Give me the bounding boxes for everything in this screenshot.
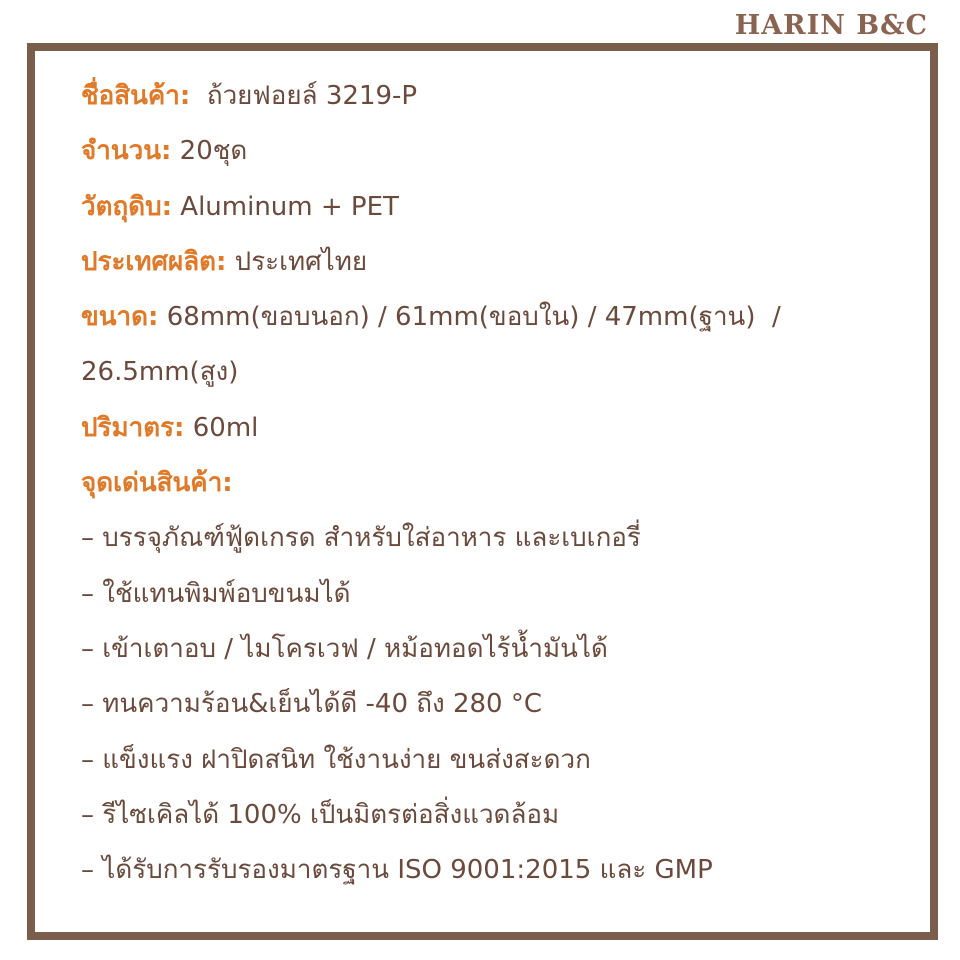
feature-item (81, 851, 900, 906)
feature-text: – รีไซเคิลได้ 100% เป็นมิตรต่อสิ่งแวดล้อม (81, 799, 560, 830)
spec-list (81, 77, 900, 906)
origin-value: ประเทศไทย (226, 246, 368, 277)
brand-logo-text: HARIN B&C (734, 10, 928, 41)
feature-text: – แข็งแรง ฝาปิดสนิท ใช้งานง่าย ขนส่งสะดวก (81, 744, 591, 775)
material-value: Aluminum + PET (172, 191, 399, 222)
volume-label: ปริมาตร: (81, 412, 185, 443)
feature-item (81, 575, 900, 630)
material-label: วัตถุดิบ: (81, 191, 173, 222)
feature-text: – ทนความร้อน&เย็นได้ดี -40 ถึง 280 °C (81, 689, 543, 720)
quantity-label: จำนวน: (81, 136, 172, 167)
origin-label: ประเทศผลิต: (81, 246, 227, 277)
feature-item (81, 796, 900, 851)
quantity-row (81, 132, 900, 187)
feature-text: – ได้รับการรับรองมาตรฐาน ISO 9001:2015 และ GMP (81, 855, 713, 886)
volume-row (81, 409, 900, 464)
features-heading (81, 464, 900, 519)
feature-item (81, 519, 900, 574)
size-label: ขนาด: (81, 302, 159, 333)
product-name-row (81, 77, 900, 132)
size-value-continued: 26.5mm(สูง) (81, 357, 239, 388)
feature-item (81, 630, 900, 685)
product-name-value: ถ้วยฟอยล์ 3219-P (190, 81, 418, 111)
feature-text: – บรรจุภัณฑ์ฟู้ดเกรด สำหรับใส่อาหาร และเบเกอรี่ (81, 523, 641, 554)
feature-text: – ใช้แทนพิมพ์อบขนมได้ (81, 578, 351, 609)
size-row-continued (81, 353, 900, 408)
feature-item (81, 685, 900, 740)
spec-frame (27, 43, 938, 940)
origin-row (81, 243, 900, 298)
features-label: จุดเด่นสินค้า: (81, 468, 233, 499)
volume-value: 60ml (184, 412, 259, 443)
feature-text: – เข้าเตาอบ / ไมโครเวฟ / หม้อทอดไร้น้ำมันได้ (81, 633, 608, 664)
size-value: 68mm(ขอบนอก) / 61mm(ขอบใน) / 47mm(ฐาน) / (158, 302, 781, 333)
material-row (81, 188, 900, 243)
feature-item (81, 741, 900, 796)
size-row (81, 298, 900, 353)
product-name-label: ชื่อสินค้า: (81, 81, 191, 111)
quantity-value: 20ชุด (171, 136, 248, 167)
